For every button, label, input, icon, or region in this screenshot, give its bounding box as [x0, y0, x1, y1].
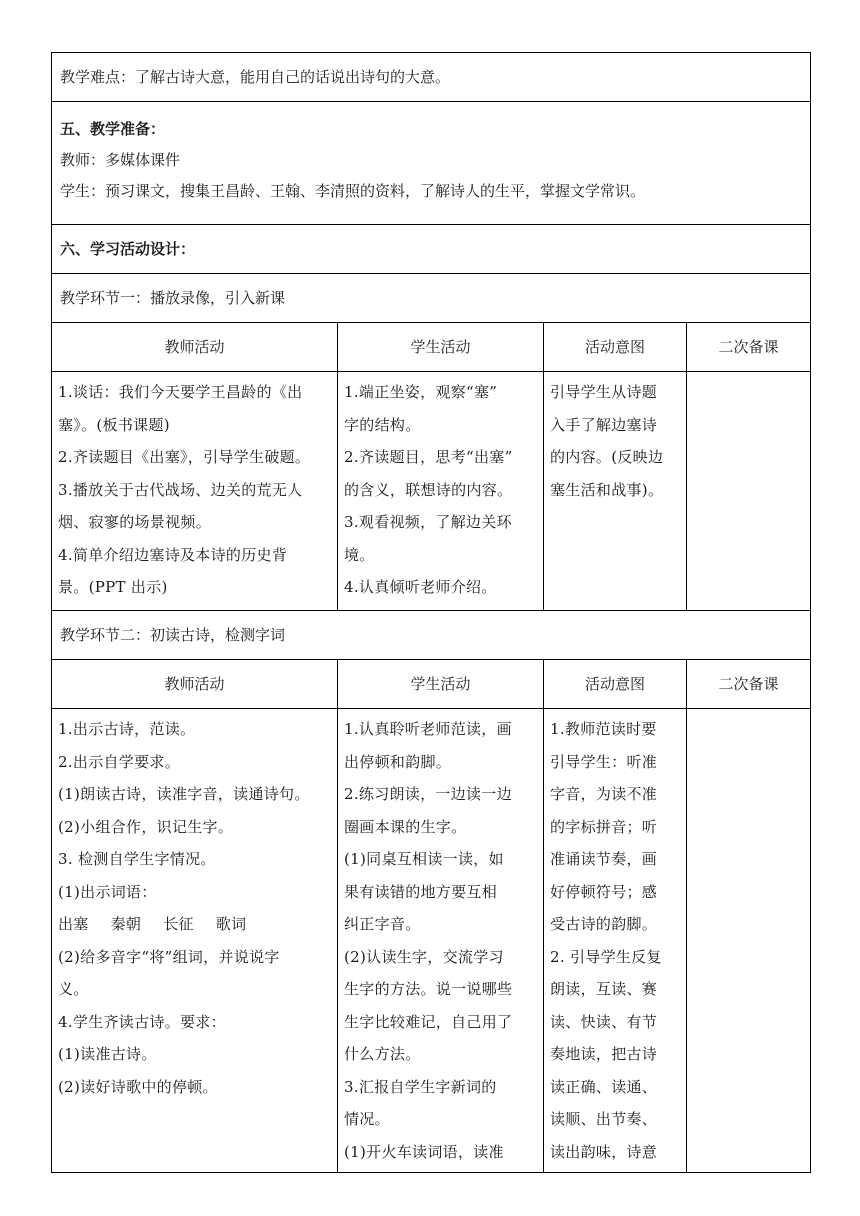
list-item: 4.简单介绍边塞诗及本诗的历史背 — [58, 545, 288, 564]
list-item: 的内容。(反映边 — [550, 448, 664, 466]
list-item: (1)出示词语： — [58, 882, 157, 901]
list-item: 受古诗的韵脚。 — [550, 915, 658, 933]
list-item: 入手了解边塞诗 — [550, 415, 658, 434]
section2-title-row — [52, 611, 811, 660]
section1-header-row — [52, 323, 811, 372]
list-item: 的字标拼音；听 — [550, 817, 658, 836]
list-item: 1.谈话：我们今天要学王昌龄的《出 — [58, 383, 303, 401]
list-item: 义。 — [58, 980, 89, 998]
col-header-revision: 二次备课 — [687, 660, 811, 709]
list-item: 情况。 — [344, 1110, 390, 1128]
list-item: 果有读错的地方要互相 — [344, 882, 498, 901]
list-item: 1.教师范读时要 — [550, 720, 657, 738]
list-item: 3.汇报自学生字新词的 — [344, 1077, 497, 1096]
list-item: 朗读，互读、赛 — [550, 980, 658, 998]
design-heading-row — [52, 225, 811, 274]
section2-content-row — [52, 709, 811, 1173]
section2-intent — [544, 709, 686, 1172]
list-item: 3.播放关于古代战场、边关的荒无人 — [58, 480, 303, 499]
word-list — [58, 908, 331, 941]
list-item: (1)开火车读词语，读准 — [344, 1142, 504, 1161]
list-item: (1)朗读古诗，读准字音，读通诗句。 — [58, 785, 310, 803]
list-item: 圈画本课的生字。 — [344, 817, 467, 836]
word-item: 歌词 — [215, 915, 247, 933]
list-item: 1.认真聆听老师范读，画 — [344, 720, 512, 738]
section2-teacher-activities — [52, 709, 337, 1107]
list-item: (2)给多音字“将”组词，并说说字 — [58, 947, 280, 966]
prep-heading: 五、教学准备： — [60, 120, 166, 138]
col-header-intent: 活动意图 — [544, 660, 687, 709]
section1-teacher-activities — [52, 372, 337, 608]
list-item: 3. 检测自学生字情况。 — [58, 850, 216, 868]
section2-revision-cell — [687, 709, 811, 1173]
list-item: 字音，为读不准 — [550, 785, 658, 803]
list-item: (1)同桌互相读一读，如 — [344, 850, 504, 868]
word-item: 秦朝 — [110, 915, 142, 933]
list-item: 生字比较难记，自己用了 — [344, 1012, 513, 1031]
prep-student: 学生：预习课文，搜集王昌龄、王翰、李清照的资料，了解诗人的生平，掌握文学常识。 — [60, 182, 646, 200]
section1-content-row — [52, 372, 811, 611]
col-header-student: 学生活动 — [338, 323, 544, 372]
list-item: 2.齐读题目《出塞》，引导学生破题。 — [58, 448, 311, 466]
prep-row — [52, 102, 811, 225]
list-item: 字的结构。 — [344, 415, 421, 434]
list-item: 的含义，联想诗的内容。 — [344, 480, 513, 499]
list-item: 奏地读，把古诗 — [550, 1045, 658, 1063]
section1-title: 教学环节一：播放录像，引入新课 — [60, 289, 286, 307]
list-item: (2)认读生字，交流学习 — [344, 947, 504, 966]
word-item: 长征 — [163, 915, 194, 933]
list-item: 3.观看视频，了解边关环 — [344, 513, 512, 531]
section2-title: 教学环节二：初读古诗，检测字词 — [60, 626, 286, 644]
design-heading: 六、学习活动设计： — [60, 240, 196, 258]
list-item: 2. 引导学生反复 — [550, 947, 662, 966]
list-item: 好停顿符号；感 — [550, 882, 658, 901]
list-item: 生字的方法。说一说哪些 — [344, 980, 513, 998]
list-item: (2)读好诗歌中的停顿。 — [58, 1077, 218, 1096]
col-header-teacher: 教师活动 — [52, 660, 338, 709]
prep-teacher: 教师：多媒体课件 — [60, 151, 181, 169]
col-header-teacher: 教师活动 — [52, 323, 338, 372]
list-item: 引导学生从诗题 — [550, 383, 658, 401]
col-header-revision: 二次备课 — [687, 323, 811, 372]
section1-student-activities — [338, 372, 543, 608]
list-item: 什么方法。 — [344, 1045, 421, 1063]
difficulty-text: 教学难点：了解古诗大意，能用自己的话说出诗句的大意。 — [60, 68, 451, 86]
lesson-plan-table — [51, 52, 811, 1173]
list-item: 境。 — [344, 545, 375, 564]
list-item: 引导学生：听准 — [550, 752, 658, 771]
list-item: 塞》。(板书课题) — [58, 415, 170, 434]
list-item: 烟、寂寥的场景视频。 — [58, 513, 212, 531]
list-item: 2.齐读题目，思考“出塞” — [344, 448, 513, 466]
list-item: 出停顿和韵脚。 — [344, 752, 452, 771]
list-item: 读、快读、有节 — [550, 1012, 658, 1031]
section1-revision-cell — [687, 372, 811, 611]
section1-intent — [544, 372, 686, 510]
list-item: 纠正字音。 — [344, 915, 421, 933]
section1-title-row — [52, 274, 811, 323]
section2-student-activities — [338, 709, 543, 1172]
difficulty-row — [52, 53, 811, 102]
list-item: 读正确、读通、 — [550, 1077, 658, 1096]
list-item: 塞生活和战事)。 — [550, 480, 664, 499]
list-item: 1.出示古诗，范读。 — [58, 720, 196, 738]
list-item: (2)小组合作，识记生字。 — [58, 817, 234, 836]
list-item: 读顺、出节奏、 — [550, 1110, 658, 1128]
list-item: 1.端正坐姿，观察“塞” — [344, 383, 498, 401]
list-item: 2.练习朗读，一边读一边 — [344, 785, 512, 803]
col-header-intent: 活动意图 — [544, 323, 687, 372]
lesson-plan-page — [51, 52, 810, 1173]
list-item: (1)读准古诗。 — [58, 1045, 157, 1063]
list-item: 4.认真倾听老师介绍。 — [344, 578, 497, 596]
word-item: 出塞 — [58, 915, 89, 933]
col-header-student: 学生活动 — [338, 660, 544, 709]
list-item: 4.学生齐读古诗。要求： — [58, 1012, 226, 1031]
list-item: 读出韵味，诗意 — [550, 1142, 658, 1161]
list-item: 2.出示自学要求。 — [58, 752, 181, 771]
section2-header-row — [52, 660, 811, 709]
list-item: 准诵读节奏，画 — [550, 850, 658, 868]
list-item: 景。(PPT 出示) — [58, 578, 168, 596]
